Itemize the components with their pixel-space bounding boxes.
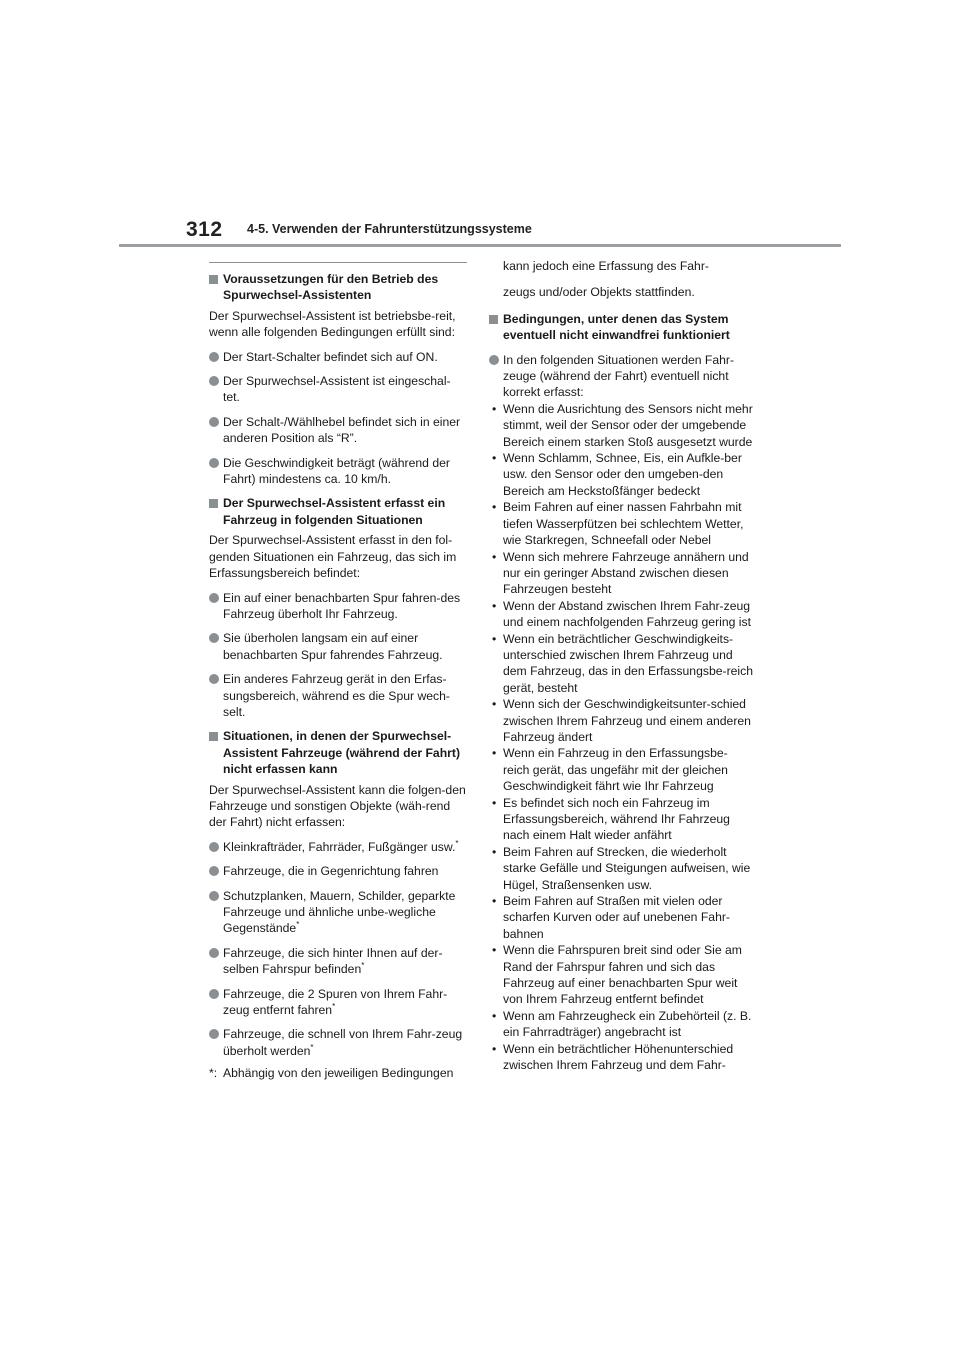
continued-text: kann jedoch eine Erfassung des Fahr- xyxy=(503,259,709,273)
footnote-asterisk: * xyxy=(296,920,300,930)
list-item xyxy=(209,373,467,406)
paragraph: Der Spurwechsel-Assistent erfasst in den fol-genden Situationen ein Fahrzeug, das sich im Erfassungsbereich befindet: xyxy=(209,533,457,581)
bullet-icon: • xyxy=(492,500,497,515)
bullet-dot-icon xyxy=(489,355,499,365)
sub-list-item-text: Wenn sich mehrere Fahrzeuge annähern und nur ein geringer Abstand zwischen diesen Fahrzeugen besteht xyxy=(503,549,749,597)
sub-list-item-text: Wenn am Fahrzeugheck ein Zubehörteil (z. B. ein Fahrradträger) angebracht ist xyxy=(503,1008,752,1040)
bullet-dot-icon xyxy=(209,458,219,468)
sub-list-item xyxy=(489,844,753,893)
bullet-dot-icon xyxy=(209,866,219,876)
sub-list-item-text: Wenn ein Fahrzeug in den Erfassungsbe-reich gerät, das ungefähr mit der gleichen Geschwindigkeit fährt wie Ihr Fahrzeug xyxy=(503,746,728,794)
sub-list-item xyxy=(489,942,753,1008)
paragraph: Der Spurwechsel-Assistent ist betriebsbe-reit, wenn alle folgenden Bedingungen erfüllt sind: xyxy=(209,308,456,340)
footnote-asterisk: * xyxy=(361,961,365,971)
sub-list-item-text: Wenn ein beträchtlicher Geschwindigkeits-unterschied zwischen Ihrem Fahrzeug und dem Fahrzeug, das in den Erfassungsbe-reich gerät, besteht xyxy=(503,631,753,695)
list-item xyxy=(209,839,467,855)
list-item xyxy=(209,888,467,937)
bullet-icon: • xyxy=(492,1041,497,1056)
bullet-dot-icon xyxy=(209,352,219,362)
list-item-text: In den folgenden Situationen werden Fahr-zeuge (während der Fahrt) eventuell nicht korrekt erfasst: xyxy=(503,352,735,400)
page-number: 312 xyxy=(186,218,223,241)
bullet-icon: • xyxy=(492,598,497,613)
list-item xyxy=(209,986,467,1019)
bullet-icon: • xyxy=(492,746,497,761)
list-item xyxy=(209,863,467,879)
list-item-text: Sie überholen langsam ein auf einer benachbarten Spur fahrendes Fahrzeug. xyxy=(223,631,443,662)
sub-list-item xyxy=(489,549,753,598)
bullet-icon: • xyxy=(492,697,497,712)
heading-detection-situations: Der Spurwechsel-Assistent erfasst ein Fahrzeug in folgenden Situationen xyxy=(209,495,467,528)
sub-list-item-text: Wenn die Fahrspuren breit sind oder Sie am Rand der Fahrspur fahren und sich das Fahrzeug auf einer benachbarten Spur weit von Ihrem Fahrzeug entfernt befindet xyxy=(503,943,742,1007)
header-divider xyxy=(119,244,841,247)
bullet-dot-icon xyxy=(209,842,219,852)
list-item-text: Die Geschwindigkeit beträgt (während der Fahrt) mindestens ca. 10 km/h. xyxy=(223,455,450,487)
footnote-mark: *: xyxy=(209,1066,218,1081)
footnote-text: Abhängig von den jeweiligen Bedingungen xyxy=(223,1066,454,1081)
sub-list-item xyxy=(489,893,753,942)
sub-list-item xyxy=(489,631,753,697)
list-item-text: Der Start-Schalter befindet sich auf ON. xyxy=(223,349,438,364)
heading-non-detection: Situationen, in denen der Spurwechsel-Assistent Fahrzeuge (während der Fahrt) nicht erfassen kann xyxy=(209,728,467,777)
sub-list-item-text: Es befindet sich noch ein Fahrzeug im Erfassungsbereich, während Ihr Fahrzeug nach einem Halt wieder anfährt xyxy=(503,795,730,843)
sub-list-item-text: Beim Fahren auf einer nassen Fahrbahn mit tiefen Wasserpfützen bei schlechtem Wetter, wie Starkregen, Schneefall oder Nebel xyxy=(503,500,744,548)
bullet-icon: • xyxy=(492,401,497,416)
sub-list-item xyxy=(489,401,753,450)
footnote-asterisk: * xyxy=(455,838,459,848)
list-item-text: Der Schalt-/Wählhebel befindet sich in einer anderen Position als “R”. xyxy=(223,414,461,446)
footnote-asterisk: * xyxy=(332,1001,336,1011)
list-item xyxy=(209,414,467,447)
list-item-text: Schutzplanken, Mauern, Schilder, geparkte Fahrzeuge und ähnliche unbe-wegliche Gegenstände xyxy=(223,888,456,936)
list-item xyxy=(209,945,467,978)
footnote-asterisk: * xyxy=(310,1042,314,1052)
sub-list-item xyxy=(489,1041,753,1074)
section-title: 4-5. Verwenden der Fahrunterstützungssysteme xyxy=(247,222,532,236)
heading-malfunction-conditions: Bedingungen, unter denen das System eventuell nicht einwandfrei funktioniert xyxy=(489,311,753,344)
list-item-text: Fahrzeuge, die in Gegenrichtung fahren xyxy=(223,864,439,879)
sub-list-item-text: Beim Fahren auf Straßen mit vielen oder scharfen Kurven oder auf unebenen Fahr-bahnen xyxy=(503,894,730,941)
heading-requirements: Voraussetzungen für den Betrieb des Spurwechsel-Assistenten xyxy=(209,271,467,304)
sub-list-item-text: Wenn ein beträchtlicher Höhenunterschied zwischen Ihrem Fahrzeug und dem Fahr- xyxy=(503,1041,734,1073)
list-item xyxy=(489,352,753,401)
bullet-dot-icon xyxy=(209,674,219,684)
bullet-icon: • xyxy=(492,844,497,859)
bullet-icon: • xyxy=(492,943,497,958)
footnote xyxy=(209,1065,467,1081)
bullet-icon: • xyxy=(492,451,497,466)
sub-list-item xyxy=(489,745,753,794)
list-item xyxy=(209,349,467,365)
sub-list-item xyxy=(489,450,753,499)
bullet-icon: • xyxy=(492,549,497,564)
sub-list-item xyxy=(489,795,753,844)
list-item xyxy=(209,1026,467,1059)
list-item-text: Fahrzeuge, die sich hinter Ihnen auf der-selben Fahrspur befinden xyxy=(223,945,443,977)
bullet-icon: • xyxy=(492,1008,497,1023)
bullet-dot-icon xyxy=(209,633,219,643)
sub-list-item xyxy=(489,598,753,631)
list-item-text: Der Spurwechsel-Assistent ist eingeschal-tet. xyxy=(223,374,451,405)
list-item-text: Ein auf einer benachbarten Spur fahren-des Fahrzeug überholt Ihr Fahrzeug. xyxy=(223,590,461,621)
list-item-text: Fahrzeuge, die 2 Spuren von Ihrem Fahr-zeug entfernt fahren xyxy=(223,986,448,1018)
bullet-dot-icon xyxy=(209,891,219,901)
bullet-dot-icon xyxy=(209,948,219,958)
list-item-text: Kleinkrafträder, Fahrräder, Fußgänger usw. xyxy=(223,839,456,854)
list-item xyxy=(209,455,467,488)
bullet-dot-icon xyxy=(209,989,219,999)
list-item xyxy=(209,630,467,663)
sub-list-item-text: Wenn sich der Geschwindigkeitsunter-schied zwischen Ihrem Fahrzeug und einem anderen Fahrzeug ändert xyxy=(503,697,751,744)
bullet-dot-icon xyxy=(209,593,219,603)
bullet-icon: • xyxy=(492,894,497,909)
continued-text: zeugs und/oder Objekts stattfinden. xyxy=(503,285,695,300)
sub-list-item xyxy=(489,499,753,548)
right-column xyxy=(489,254,753,1074)
list-item-text: Fahrzeuge, die schnell von Ihrem Fahr-zeug überholt werden xyxy=(223,1027,463,1058)
list-item xyxy=(209,671,467,720)
sub-list-item-text: Wenn der Abstand zwischen Ihrem Fahr-zeug und einem nachfolgenden Fahrzeug gering ist xyxy=(503,598,751,630)
list-item-text: Ein anderes Fahrzeug gerät in den Erfas-sungsbereich, während es die Spur wech-selt. xyxy=(223,672,450,719)
list-item xyxy=(209,590,467,623)
bullet-dot-icon xyxy=(209,376,219,386)
column-divider xyxy=(209,262,467,263)
page-header xyxy=(0,0,960,250)
sub-list-item xyxy=(489,696,753,745)
sub-list-item-text: Wenn Schlamm, Schnee, Eis, ein Aufkle-ber usw. den Sensor oder den umgeben-den Bereich am Heckstoßfänger bedeckt xyxy=(503,451,742,498)
paragraph: Der Spurwechsel-Assistent kann die folgen-den Fahrzeuge und sonstigen Objekte (wäh-rend der Fahrt) nicht erfassen: xyxy=(209,782,466,830)
sub-list-item-text: Beim Fahren auf Strecken, die wiederholt starke Gefälle und Steigungen aufweisen, wie Hügel, Straßensenken usw. xyxy=(503,844,751,892)
sub-list-item xyxy=(489,1008,753,1041)
bullet-dot-icon xyxy=(209,1029,219,1039)
bullet-icon: • xyxy=(492,795,497,810)
sub-list-item-text: Wenn die Ausrichtung des Sensors nicht mehr stimmt, weil der Sensor oder der umgebende Bereich einem starken Stoß ausgesetzt wurde xyxy=(503,401,753,449)
left-column xyxy=(209,254,467,1082)
bullet-icon: • xyxy=(492,631,497,646)
bullet-dot-icon xyxy=(209,417,219,427)
